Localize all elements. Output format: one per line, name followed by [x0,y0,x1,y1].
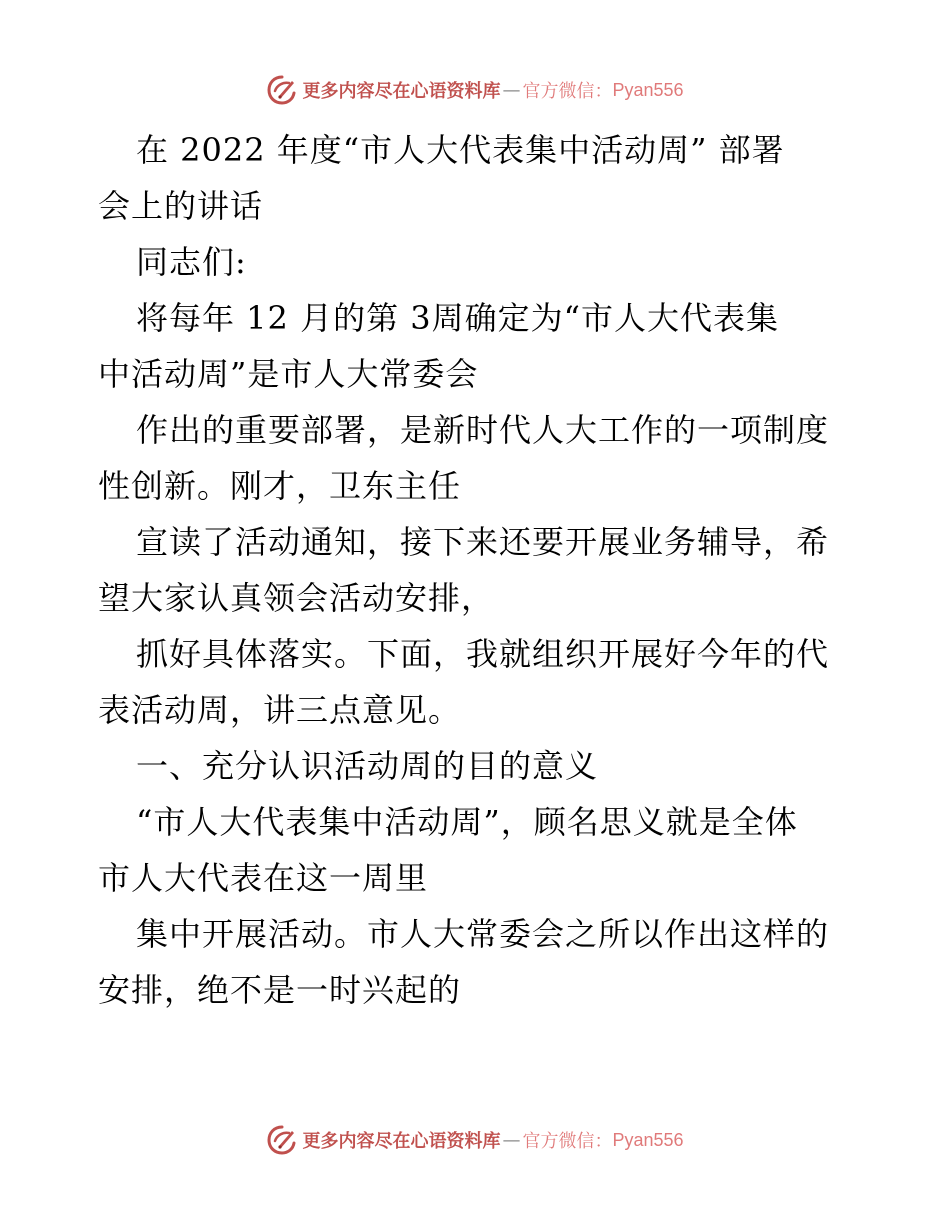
pen-swirl-icon [266,1124,298,1156]
banner-wechat-id: Pyan556 [612,79,684,100]
text-line: 作出的重要部署，是新时代人大工作的一项制度 [136,411,830,449]
text-line: 将每年 12 月的第 3周确定为“市人大代表集 [136,299,779,337]
banner-dash: — [502,1129,521,1151]
text-line: 市人大代表在这一周里 [98,859,429,897]
banner-wechat-id: Pyan556 [612,1129,684,1150]
text-line: 同志们: [136,243,247,281]
text-line: “市人大代表集中活动周”，顾名思义就是全体 [136,803,798,841]
body-paragraph [98,794,854,906]
text-line: 表活动周，讲三点意见。 [98,691,462,729]
text-line: 宣读了活动通知，接下来还要开展业务辅导，希 [136,523,830,561]
body-paragraph [98,626,854,738]
body-paragraph [98,402,854,514]
banner-main-text: 更多内容尽在心语资料库 [302,1131,501,1152]
text-line: 中活动周”是市人大常委会 [98,355,479,393]
banner-dash: — [502,79,521,101]
text-line: 会上的讲话 [98,187,264,225]
text-line: 一、充分认识活动周的目的意义 [136,747,599,785]
document-body [98,122,854,1018]
body-paragraph [98,290,854,402]
banner-main-text: 更多内容尽在心语资料库 [302,81,501,102]
banner-wechat-label: 官方微信： [522,81,613,102]
section-heading [98,738,854,794]
text-line: 抓好具体落实。下面，我就组织开展好今年的代 [136,635,830,673]
body-paragraph [98,906,854,1018]
pen-swirl-icon [266,74,298,106]
text-line: 性创新。刚才，卫东主任 [98,467,462,505]
body-paragraph [98,514,854,626]
banner-wechat-label: 官方微信： [522,1131,613,1152]
text-line: 望大家认真领会活动安排， [98,579,495,617]
title-paragraph [98,122,854,234]
text-line: 在 2022 年度“市人大代表集中活动周” 部署 [136,131,785,169]
text-line: 集中开展活动。市人大常委会之所以作出这样的 [136,915,830,953]
salutation [98,234,854,290]
footer-watermark-banner [0,1122,950,1158]
text-line: 安排，绝不是一时兴起的 [98,971,462,1009]
header-watermark-banner [0,72,950,108]
